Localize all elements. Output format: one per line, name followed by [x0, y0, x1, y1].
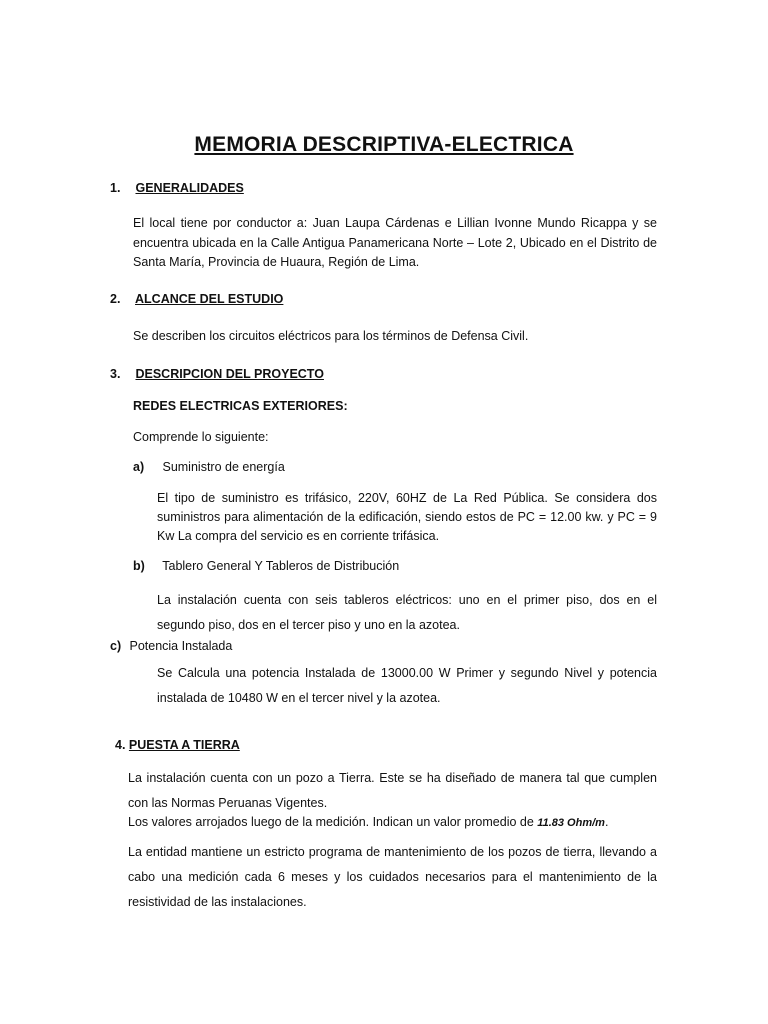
alcance-paragraph: Se describen los circuitos eléctricos para los términos de Defensa Civil.	[133, 329, 529, 343]
puesta-tierra-paragraph-1: La instalación cuenta con un pozo a Tierra. Este se ha diseñado de manera tal que cumplen con las Normas Peruanas Vigentes.	[128, 771, 657, 810]
item-a-paragraph: El tipo de suministro es trifásico, 220V, 60HZ de La Red Pública. Se considera dos suministros para alimentación de la edificación, siendo estos de PC = 12.00 kw. y PC = 9 Kw La compra del servicio es en corriente trifásica.	[157, 491, 657, 543]
section-number: 3.	[110, 367, 121, 381]
item-c-heading	[110, 639, 232, 653]
item-b-heading	[133, 559, 399, 573]
section-number: 4.	[115, 738, 126, 752]
section-number: 2.	[110, 292, 121, 306]
section-title: GENERALIDADES	[135, 181, 244, 195]
puesta-tierra-paragraph-3: La entidad mantiene un estricto programa de mantenimiento de los pozos de tierra, llevando a cabo una medición cada 6 meses y los cuidados necesarios para el mantenimiento de la resistividad de las instalaciones.	[128, 845, 657, 909]
item-a-heading	[133, 460, 285, 474]
item-label: a)	[133, 460, 145, 474]
item-title: Potencia Instalada	[129, 639, 233, 653]
section-number: 1.	[110, 181, 121, 195]
item-title: Tablero General Y Tableros de Distribución	[162, 559, 400, 573]
item-label: c)	[110, 639, 122, 653]
section-1-heading	[110, 181, 244, 195]
measurement-suffix: .	[604, 815, 609, 829]
section-title: ALCANCE DEL ESTUDIO	[135, 292, 284, 306]
item-label: b)	[133, 559, 145, 573]
section-title: PUESTA A TIERRA	[128, 738, 240, 752]
section-2-heading	[110, 292, 283, 306]
measurement-value: 11.83 Ohm/m	[537, 817, 605, 829]
subheading-redes: REDES ELECTRICAS EXTERIORES:	[133, 399, 348, 413]
intro-text: Comprende lo siguiente:	[133, 430, 269, 444]
section-title: DESCRIPCION DEL PROYECTO	[135, 367, 324, 381]
measurement-text: Los valores arrojados luego de la medición. Indican un valor promedio de	[128, 815, 538, 829]
document-title: MEMORIA DESCRIPTIVA-ELECTRICA	[194, 133, 574, 156]
puesta-tierra-paragraph-2	[128, 815, 608, 829]
section-4-heading	[115, 738, 240, 752]
item-b-paragraph: La instalación cuenta con seis tableros eléctricos: uno en el primer piso, dos en el segundo piso, dos en el tercer piso y uno en la azotea.	[157, 593, 657, 632]
item-c-paragraph: Se Calcula una potencia Instalada de 13000.00 W Primer y segundo Nivel y potencia instalada de 10480 W en el tercer nivel y la azotea.	[157, 666, 657, 705]
section-3-heading	[110, 367, 324, 381]
item-title: Suministro de energía	[162, 460, 285, 474]
generalidades-paragraph: El local tiene por conductor a: Juan Laupa Cárdenas e Lillian Ivonne Mundo Ricappa y se encuentra ubicada en la Calle Antigua Panamericana Norte – Lote 2, Ubicado en el Distrito de Santa María, Provincia de Huaura, Región de Lima.	[133, 216, 657, 269]
